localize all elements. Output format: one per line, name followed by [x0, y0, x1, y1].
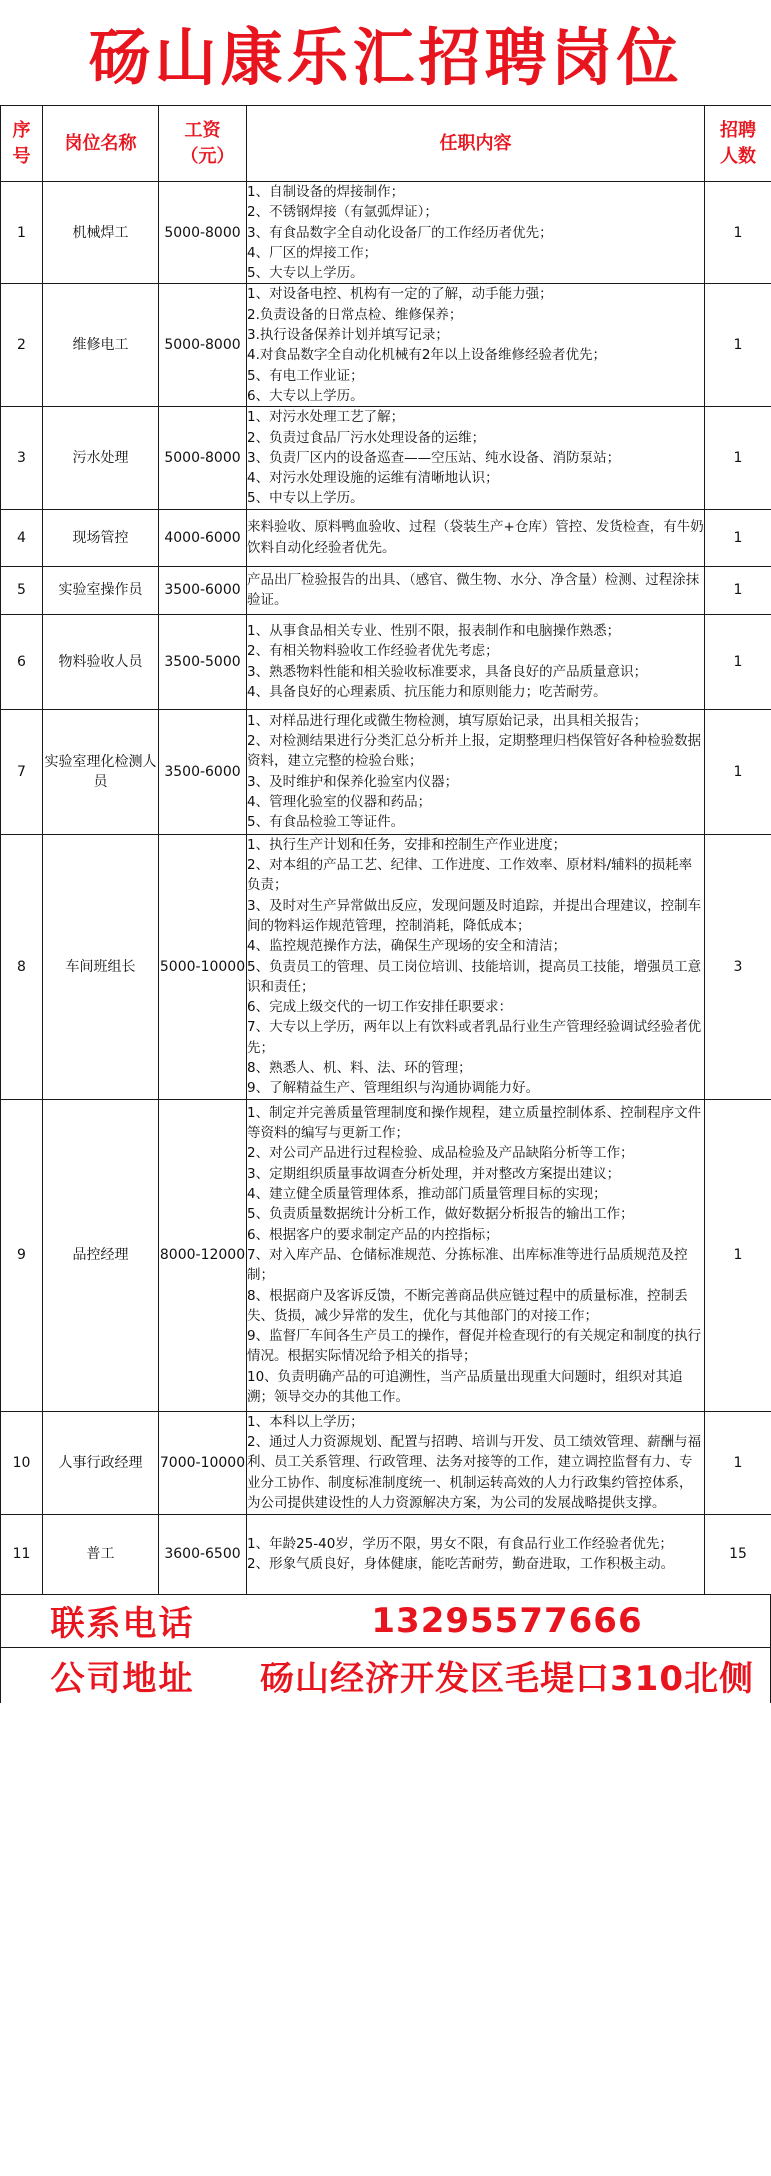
job-count: 1	[705, 182, 771, 284]
duty-line: 9、了解精益生产、管理组织与沟通协调能力好。	[247, 1080, 540, 1097]
table-row	[1, 1099, 771, 1411]
duty-line: 4、厂区的焊接工作；	[247, 244, 378, 261]
job-no: 8	[1, 834, 43, 1099]
duty-line: 1、执行生产计划和任务，安排和控制生产作业进度；	[247, 836, 567, 853]
phone-label: 联系电话	[50, 1604, 195, 1645]
duty-line: 2、负责过食品厂污水处理设备的运维；	[247, 429, 486, 446]
job-position: 实验室操作员	[43, 566, 159, 614]
job-position: 维修电工	[43, 284, 159, 407]
job-duties	[247, 182, 705, 284]
job-duties	[247, 407, 705, 509]
duty-line: 3、及时维护和保养化验室内仪器；	[247, 773, 459, 790]
header-no: 序号	[1, 106, 43, 182]
table-row	[1, 709, 771, 834]
job-no: 10	[1, 1411, 43, 1514]
phone-number[interactable]: 13295577666	[371, 1600, 643, 1641]
duty-line: 5、负责质量数据统计分析工作，做好数据分析报告的输出工作；	[247, 1206, 634, 1223]
duty-line: 2、对公司产品进行过程检验、成品检验及产品缺陷分析等工作；	[247, 1145, 634, 1162]
job-position: 车间班组长	[43, 834, 159, 1099]
jobs-table	[0, 105, 771, 1595]
duty-line: 2、不锈钢焊接（有氩弧焊证）；	[247, 204, 438, 221]
duty-line: 5、有电工作业证；	[247, 367, 364, 384]
duty-line: 1、本科以上学历；	[247, 1413, 364, 1430]
duty-line: 4、监控规范操作方法，确保生产现场的安全和清洁；	[247, 938, 567, 955]
job-salary: 4000-6000	[159, 509, 247, 566]
table-row	[1, 1411, 771, 1514]
job-salary: 5000-8000	[159, 182, 247, 284]
duty-line: 8、熟悉人、机、料、法、环的管理；	[247, 1060, 472, 1077]
phone-row	[1, 1595, 770, 1648]
address-row	[1, 1648, 770, 1703]
job-salary: 3500-5000	[159, 614, 247, 709]
jobs-table-body	[1, 182, 771, 1595]
job-no: 5	[1, 566, 43, 614]
duty-line: 3、及时对生产异常做出反应，发现问题及时追踪，并提出合理建议，控制车间的物料运作规范管理，控制消耗，降低成本；	[247, 897, 702, 934]
job-salary: 5000-8000	[159, 284, 247, 407]
table-row	[1, 1514, 771, 1594]
contact-footer	[0, 1595, 771, 1703]
job-salary: 5000-10000	[159, 834, 247, 1099]
duty-line: 4.对食品数字全自动化机械有2年以上设备维修经验者优先；	[247, 347, 606, 364]
job-position: 现场管控	[43, 509, 159, 566]
address-label: 公司地址	[50, 1658, 195, 1699]
duty-line: 6、大专以上学历。	[247, 387, 364, 404]
duty-line: 来料验收、原料鸭血验收、过程（袋装生产+仓库）管控、发货检查，有牛奶饮料自动化经验者优先。	[247, 519, 704, 556]
page-title: 砀山康乐汇招聘岗位	[88, 21, 683, 94]
job-no: 11	[1, 1514, 43, 1594]
job-position: 普工	[43, 1514, 159, 1594]
job-salary: 3600-6500	[159, 1514, 247, 1594]
header-position: 岗位名称	[43, 106, 159, 182]
job-count: 1	[705, 566, 771, 614]
duty-line: 3、负责厂区内的设备巡查——空压站、纯水设备、消防泵站；	[247, 449, 621, 466]
job-position: 物料验收人员	[43, 614, 159, 709]
job-position: 污水处理	[43, 407, 159, 509]
job-duties	[247, 1411, 705, 1514]
job-salary: 8000-12000	[159, 1099, 247, 1411]
job-count: 15	[705, 1514, 771, 1594]
job-salary: 5000-8000	[159, 407, 247, 509]
job-no: 9	[1, 1099, 43, 1411]
duty-line: 7、对入库产品、仓储标准规范、分拣标准、出库标准等进行品质规范及控制；	[247, 1246, 688, 1284]
job-position: 机械焊工	[43, 182, 159, 284]
table-row	[1, 509, 771, 566]
job-position: 实验室理化检测人员	[43, 709, 159, 834]
job-no: 2	[1, 284, 43, 407]
duty-line: 6、完成上级交代的一切工作安排任职要求：	[247, 999, 513, 1016]
job-count: 1	[705, 614, 771, 709]
duty-line: 1、自制设备的焊接制作；	[247, 184, 405, 200]
duty-line: 5、大专以上学历。	[247, 265, 364, 282]
duty-line: 产品出厂检验报告的出具、（感官、微生物、水分、净含量）检测、过程涂抹验证。	[247, 571, 700, 609]
job-salary: 3500-6000	[159, 566, 247, 614]
duty-line: 3、有食品数字全自动化设备厂的工作经历者优先；	[247, 224, 553, 241]
duty-line: 4、建立健全质量管理体系，推动部门质量管理目标的实现；	[247, 1186, 607, 1203]
job-count: 1	[705, 709, 771, 834]
duty-line: 2、对检测结果进行分类汇总分析并上报，定期整理归档保管好各种检验数据资料，建立完整的检验台账；	[247, 733, 702, 770]
duty-line: 2.负责设备的日常点检、维修保养；	[247, 306, 463, 323]
header-salary: 工资（元）	[159, 106, 247, 182]
job-count: 1	[705, 284, 771, 407]
duty-line: 1、从事食品相关专业、性别不限，报表制作和电脑操作熟悉；	[247, 623, 621, 640]
duty-line: 5、中专以上学历。	[247, 490, 364, 507]
job-duties	[247, 709, 705, 834]
job-no: 6	[1, 614, 43, 709]
job-duties	[247, 509, 705, 566]
job-no: 4	[1, 509, 43, 566]
job-duties	[247, 1514, 705, 1594]
duty-line: 1、对设备电控、机构有一定的了解，动手能力强；	[247, 286, 553, 303]
job-count: 3	[705, 834, 771, 1099]
table-row	[1, 407, 771, 509]
duty-line: 6、根据客户的要求制定产品的内控指标；	[247, 1226, 499, 1243]
duty-line: 8、根据商户及客诉反馈，不断完善商品供应链过程中的质量标准，控制丢失、货损，减少异常的发生，优化与其他部门的对接工作；	[247, 1287, 688, 1324]
job-no: 1	[1, 182, 43, 284]
duty-line: 7、大专以上学历，两年以上有饮料或者乳品行业生产管理经验调试经验者优先；	[247, 1019, 702, 1056]
duty-line: 10、负责明确产品的可追溯性，当产品质量出现重大问题时，组织对其追溯；领导交办的其他工作。	[247, 1368, 683, 1406]
job-position: 品控经理	[43, 1099, 159, 1411]
job-no: 7	[1, 709, 43, 834]
job-duties	[247, 1099, 705, 1411]
table-row	[1, 566, 771, 614]
duty-line: 1、年龄25-40岁，学历不限，男女不限，有食品行业工作经验者优先；	[247, 1535, 673, 1552]
job-duties	[247, 614, 705, 709]
duty-line: 4、具备良好的心理素质、抗压能力和原则能力；吃苦耐劳。	[247, 684, 607, 701]
duty-line: 4、对污水处理设施的运维有清晰地认识；	[247, 470, 499, 487]
table-header-row	[1, 106, 771, 182]
job-duties	[247, 566, 705, 614]
job-duties	[247, 284, 705, 407]
job-count: 1	[705, 1411, 771, 1514]
duty-line: 5、负责员工的管理、员工岗位培训、技能培训，提高员工技能，增强员工意识和责任；	[247, 958, 702, 995]
duty-line: 3.执行设备保养计划并填写记录；	[247, 327, 449, 344]
header-count: 招聘人数	[705, 106, 771, 182]
job-no: 3	[1, 407, 43, 509]
duty-line: 9、监督厂车间各生产员工的操作，督促并检查现行的有关规定和制度的执行情况。根据实际情况给予相关的指导；	[247, 1328, 702, 1365]
table-row	[1, 834, 771, 1099]
job-position: 人事行政经理	[43, 1411, 159, 1514]
job-count: 1	[705, 509, 771, 566]
duty-line: 2、有相关物料验收工作经验者优先考虑；	[247, 643, 499, 660]
table-row	[1, 284, 771, 407]
duty-line: 2、形象气质良好，身体健康，能吃苦耐劳，勤奋进取，工作积极主动。	[247, 1556, 675, 1573]
job-count: 1	[705, 407, 771, 509]
duty-line: 3、定期组织质量事故调查分析处理，并对整改方案提出建议；	[247, 1165, 621, 1182]
duty-line: 4、管理化验室的仪器和药品；	[247, 794, 432, 811]
duty-line: 1、对污水处理工艺了解；	[247, 409, 405, 426]
duty-line: 5、有食品检验工等证件。	[247, 814, 405, 831]
duty-line: 3、熟悉物料性能和相关验收标准要求，具备良好的产品质量意识；	[247, 663, 648, 680]
job-salary: 3500-6000	[159, 709, 247, 834]
header-duties: 任职内容	[247, 106, 705, 182]
address-value: 砀山经济开发区毛堤口310北侧	[260, 1658, 754, 1699]
job-duties	[247, 834, 705, 1099]
duty-line: 2、通过人力资源规划、配置与招聘、培训与开发、员工绩效管理、薪酬与福利、员工关系管理、行政管理、法务对接等的工作，建立调控监督有力、专业分工协作、制度标准制度统一、机制运转高效的人力行政集约管控体系，为公司提供建设性的人力资源解决方案，为公司的发展战略提供支撑。	[247, 1434, 702, 1512]
duty-line: 2、对本组的产品工艺、纪律、工作进度、工作效率、原材料/辅料的损耗率负责；	[247, 857, 693, 894]
table-row	[1, 614, 771, 709]
table-row	[1, 182, 771, 284]
duty-line: 1、对样品进行理化或微生物检测，填写原始记录，出具相关报告；	[247, 712, 648, 729]
job-count: 1	[705, 1099, 771, 1411]
job-salary: 7000-10000	[159, 1411, 247, 1514]
duty-line: 1、制定并完善质量管理制度和操作规程，建立质量控制体系、控制程序文件等资料的编写与更新工作；	[247, 1104, 702, 1142]
